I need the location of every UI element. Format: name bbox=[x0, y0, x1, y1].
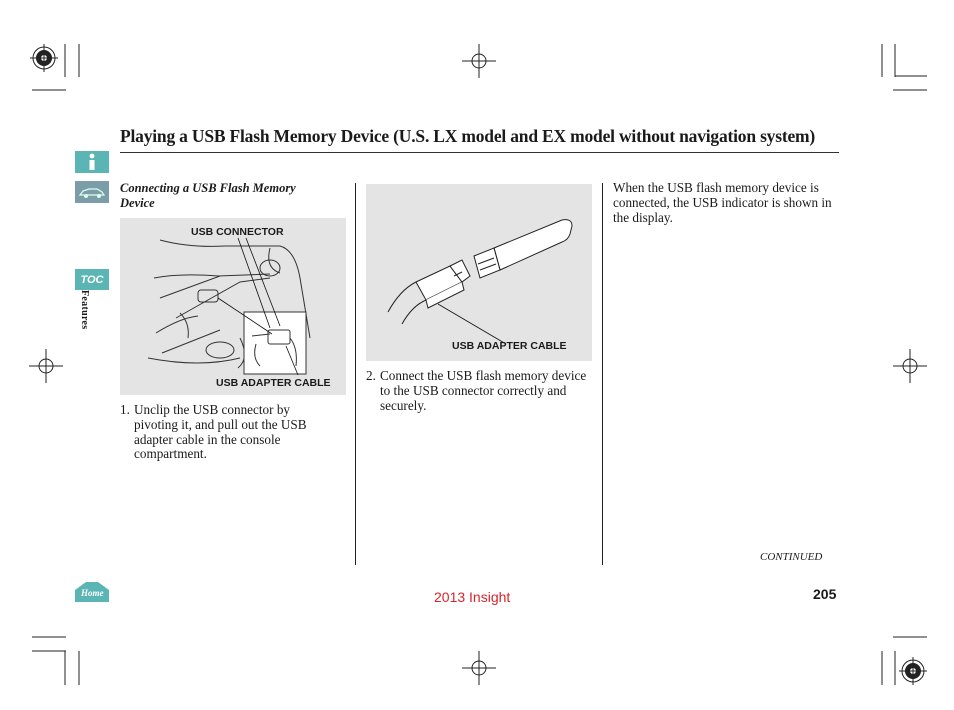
figure-label-usb-adapter-cable: USB ADAPTER CABLE bbox=[216, 377, 331, 389]
usb-device-illustration bbox=[366, 184, 592, 361]
step-2-text: Connect the USB flash memory device to the USB connector correctly and securely. bbox=[380, 368, 587, 413]
car-icon bbox=[78, 185, 106, 199]
home-label: Home bbox=[81, 588, 104, 598]
figure-label-usb-connector: USB CONNECTOR bbox=[191, 226, 284, 238]
column-divider-1 bbox=[355, 183, 356, 565]
page-title: Playing a USB Flash Memory Device (U.S. LX model and EX model without navigation system) bbox=[120, 126, 816, 146]
vehicle-tab[interactable] bbox=[75, 181, 109, 203]
home-button[interactable] bbox=[74, 580, 110, 604]
step-1-text: Unclip the USB connector by pivoting it, and pull out the USB adapter cable in the console compartment. bbox=[134, 402, 307, 462]
page-number: 205 bbox=[813, 586, 837, 602]
step-2 bbox=[366, 369, 588, 413]
starburst-target-bottom-right bbox=[899, 657, 927, 685]
column-divider-2 bbox=[602, 183, 603, 565]
subheading: Connecting a USB Flash Memory Device bbox=[120, 181, 296, 210]
figure-label-usb-adapter-cable-2: USB ADAPTER CABLE bbox=[452, 340, 567, 352]
console-illustration bbox=[120, 218, 346, 395]
toc-label: TOC bbox=[80, 273, 104, 286]
step-1-number: 1. bbox=[120, 402, 130, 417]
usb-device-figure bbox=[366, 184, 592, 361]
info-icon bbox=[85, 153, 99, 171]
step-1 bbox=[120, 403, 332, 462]
section-label: Features bbox=[79, 290, 90, 330]
title-divider bbox=[120, 152, 839, 153]
toc-tab[interactable] bbox=[75, 269, 109, 290]
console-figure bbox=[120, 218, 346, 395]
step-2-number: 2. bbox=[366, 368, 376, 383]
starburst-target-top-left bbox=[30, 44, 58, 72]
usb-indicator-note: When the USB flash memory device is connected, the USB indicator is shown in the display. bbox=[613, 180, 832, 225]
continued-label: CONTINUED bbox=[760, 551, 823, 563]
footer-model: 2013 Insight bbox=[434, 589, 511, 605]
info-tab[interactable] bbox=[75, 151, 109, 173]
